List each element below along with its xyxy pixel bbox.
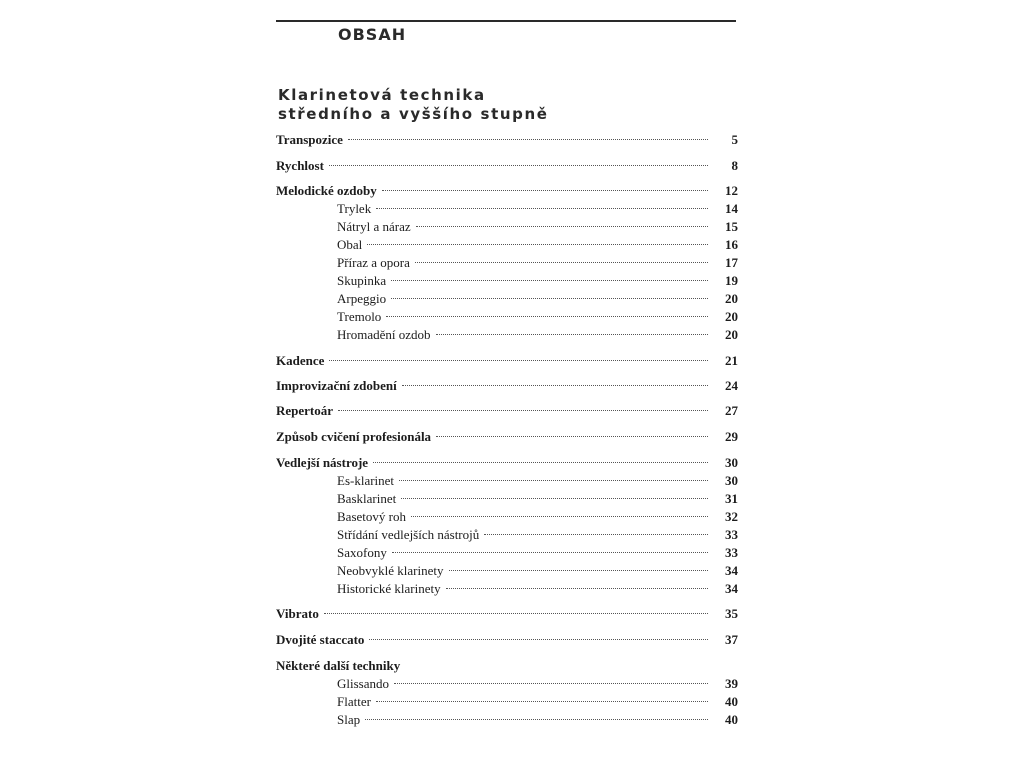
- toc-entry-sub: [276, 693, 738, 711]
- toc-entry-label: Arpeggio: [337, 291, 387, 306]
- toc-entry-label: Dvojité staccato: [276, 632, 365, 647]
- toc-entry-page: 14: [725, 201, 738, 216]
- toc-entry-label: Flatter: [337, 694, 371, 709]
- toc-leader-dots: [365, 719, 708, 720]
- toc-entry-label: Některé další techniky: [276, 658, 401, 673]
- toc-entry-sub: [276, 544, 738, 562]
- toc-page: [276, 0, 738, 768]
- toc-leader-dots: [391, 280, 708, 281]
- toc-leader-dots: [484, 534, 708, 535]
- toc-leader-dots: [329, 165, 708, 166]
- toc-entry-page: 40: [725, 694, 738, 709]
- toc-entry-page: 33: [725, 545, 738, 560]
- toc-entry-label: Skupinka: [337, 273, 387, 288]
- toc-entry-sub: [276, 218, 738, 236]
- toc-entry-label: Trylek: [337, 201, 372, 216]
- toc-leader-dots: [382, 190, 708, 191]
- toc-entry-page: 24: [725, 378, 738, 393]
- toc-leader-dots: [324, 613, 708, 614]
- toc-entry-main: [276, 631, 738, 649]
- toc-entry-label: Vibrato: [276, 606, 319, 621]
- toc-entry-label: Rychlost: [276, 158, 324, 173]
- toc-entry-main: [276, 605, 738, 623]
- toc-entry-label: Transpozice: [276, 132, 343, 147]
- toc-leader-dots: [373, 462, 708, 463]
- toc-leader-dots: [399, 480, 708, 481]
- toc-entry-label: Slap: [337, 712, 361, 727]
- toc-leader-dots: [376, 701, 708, 702]
- toc-entry-main: [276, 182, 738, 200]
- toc-leader-dots: [416, 226, 708, 227]
- toc-leader-dots: [369, 639, 708, 640]
- toc-entry-page: 31: [725, 491, 738, 506]
- toc-leader-dots: [329, 360, 708, 361]
- toc-leader-dots: [436, 436, 708, 437]
- toc-entry-page: 30: [725, 455, 738, 470]
- toc-entry-page: 30: [725, 473, 738, 488]
- toc-leader-dots: [402, 385, 708, 386]
- toc-leader-dots: [348, 139, 708, 140]
- toc-entry-label: Střídání vedlejších nástrojů: [337, 527, 480, 542]
- toc-leader-dots: [338, 410, 708, 411]
- toc-entry-page: 20: [725, 327, 738, 342]
- toc-entry-label: Obal: [337, 237, 363, 252]
- toc-entry-sub: [276, 526, 738, 544]
- toc-entry-page: 29: [725, 429, 738, 444]
- toc-entry-sub: [276, 254, 738, 272]
- toc-entry-label: Basklarinet: [337, 491, 397, 506]
- toc-entry-page: 15: [725, 219, 738, 234]
- toc-entry-label: Kadence: [276, 353, 325, 368]
- toc-entry-main: [276, 454, 738, 472]
- toc-entry-page: 32: [725, 509, 738, 524]
- section-heading-line-1: Klarinetová technika: [278, 86, 486, 104]
- toc-entry-label: Repertoár: [276, 403, 334, 418]
- toc-entry-label: Improvizační zdobení: [276, 378, 397, 393]
- toc-entry-sub: [276, 490, 738, 508]
- toc-entry-sub: [276, 236, 738, 254]
- toc-entry-page: 20: [725, 291, 738, 306]
- toc-leader-dots: [415, 262, 708, 263]
- toc-list: [276, 0, 738, 768]
- toc-leader-dots: [386, 316, 708, 317]
- toc-leader-dots: [376, 208, 708, 209]
- toc-leader-dots: [436, 334, 708, 335]
- toc-entry-sub: [276, 562, 738, 580]
- toc-entry-page: 17: [725, 255, 738, 270]
- toc-entry-sub: [276, 472, 738, 490]
- toc-entry-page: 27: [725, 403, 738, 418]
- toc-leader-dots: [367, 244, 708, 245]
- toc-entry-label: Historické klarinety: [337, 581, 441, 596]
- toc-entry-page: 37: [725, 632, 738, 647]
- toc-entry-sub: [276, 308, 738, 326]
- toc-entry-page: 35: [725, 606, 738, 621]
- toc-entry-page: 5: [731, 132, 738, 147]
- toc-leader-dots: [391, 298, 708, 299]
- toc-entry-main: [276, 377, 738, 395]
- toc-entry-label: Nátryl a náraz: [337, 219, 411, 234]
- toc-entry-label: Příraz a opora: [337, 255, 410, 270]
- toc-entry-label: Hromadění ozdob: [337, 327, 431, 342]
- toc-entry-main: [276, 657, 738, 675]
- toc-entry-page: 21: [725, 353, 738, 368]
- toc-leader-dots: [401, 498, 708, 499]
- toc-entry-label: Es-klarinet: [337, 473, 395, 488]
- toc-entry-main: [276, 131, 738, 149]
- section-heading-line-2: středního a vyššího stupně: [278, 105, 549, 123]
- toc-entry-main: [276, 428, 738, 446]
- toc-entry-page: 16: [725, 237, 738, 252]
- toc-entry-sub: [276, 326, 738, 344]
- toc-entry-sub: [276, 272, 738, 290]
- toc-entry-label: Vedlejší nástroje: [276, 455, 369, 470]
- toc-leader-dots: [449, 570, 709, 571]
- toc-entry-page: 19: [725, 273, 738, 288]
- toc-leader-dots: [446, 588, 708, 589]
- toc-entry-page: 39: [725, 676, 738, 691]
- toc-entry-label: Glissando: [337, 676, 389, 691]
- toc-entry-page: 33: [725, 527, 738, 542]
- toc-entry-label: Způsob cvičení profesionála: [276, 429, 432, 444]
- toc-entry-page: 8: [731, 158, 738, 173]
- page-title: OBSAH: [338, 25, 407, 44]
- toc-entry-label: Neobvyklé klarinety: [337, 563, 444, 578]
- toc-entry-main: [276, 157, 738, 175]
- toc-leader-dots: [394, 683, 708, 684]
- toc-entry-sub: [276, 508, 738, 526]
- toc-entry-sub: [276, 711, 738, 729]
- toc-entry-page: 12: [725, 183, 738, 198]
- toc-entry-page: 34: [725, 563, 738, 578]
- toc-entry-sub: [276, 580, 738, 598]
- toc-entry-sub: [276, 200, 738, 218]
- toc-entry-page: 34: [725, 581, 738, 596]
- toc-entry-sub: [276, 675, 738, 693]
- toc-leader-dots: [411, 516, 708, 517]
- toc-entry-label: Tremolo: [337, 309, 382, 324]
- toc-entry-main: [276, 402, 738, 420]
- toc-entry-sub: [276, 290, 738, 308]
- toc-leader-dots: [392, 552, 708, 553]
- toc-entry-page: 40: [725, 712, 738, 727]
- toc-entry-label: Melodické ozdoby: [276, 183, 377, 198]
- toc-entry-label: Basetový roh: [337, 509, 406, 524]
- toc-entry-label: Saxofony: [337, 545, 387, 560]
- toc-entry-page: 20: [725, 309, 738, 324]
- toc-entry-main: [276, 352, 738, 370]
